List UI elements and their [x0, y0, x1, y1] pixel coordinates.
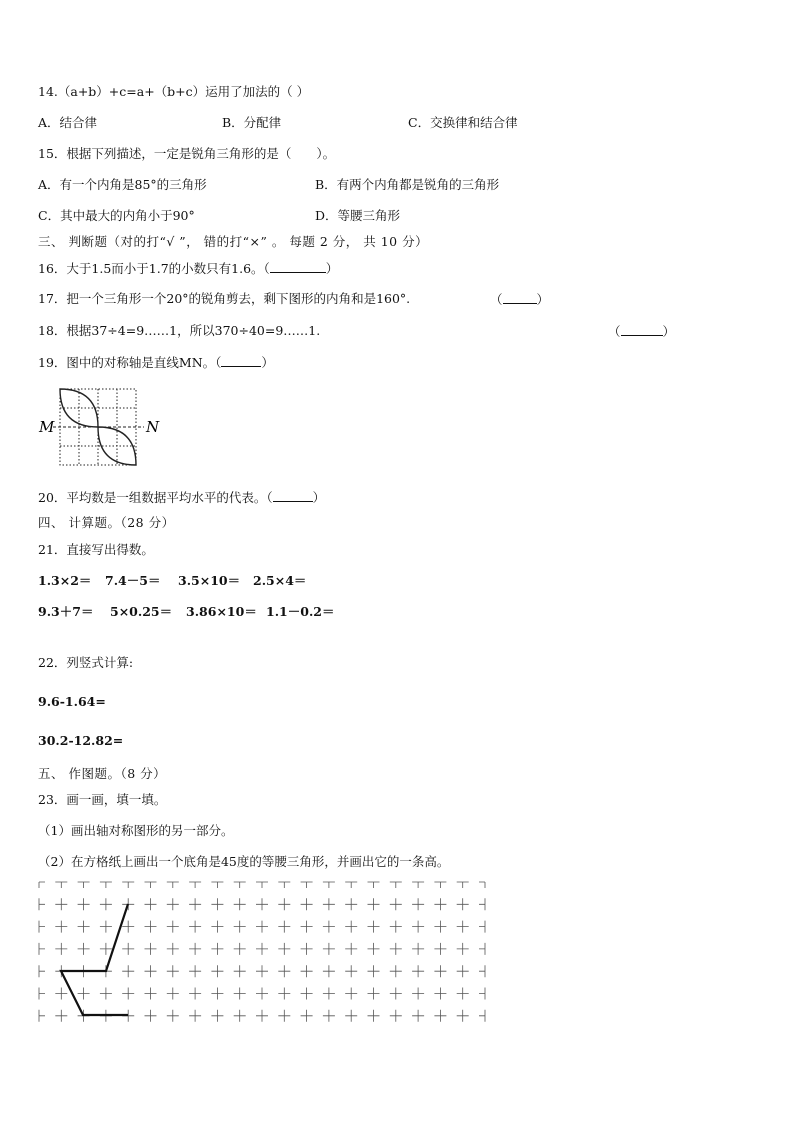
q18-text: 18．根据37÷4=9……1，所以370÷40=9……1. [38, 323, 321, 338]
q21-item-2: 7.4－5＝ [105, 573, 161, 588]
q22-text: 22．列竖式计算: [38, 655, 134, 670]
q17-text: 17．把一个三角形一个20°的锐角剪去，剩下图形的内角和是160°. [38, 291, 411, 306]
q23-half-figure [61, 904, 128, 1015]
q21-text: 21．直接写出得数。 [38, 542, 154, 557]
q23-part-1: （1）画出轴对称图形的另一部分。 [38, 823, 234, 838]
q18-open-paren: （ [608, 324, 621, 339]
q14-text: 14.（a+b）+c=a+（b+c）运用了加法的（ ） [38, 84, 310, 99]
q16-close-paren: ） [325, 261, 339, 276]
q14-option-a: A．结合律 [38, 115, 98, 130]
q20-close-paren: ） [312, 490, 326, 505]
q22-item-2: 30.2-12.82= [38, 733, 124, 748]
grid-cross-marks [39, 882, 485, 1022]
q19-close-paren: ） [261, 355, 274, 370]
q14-option-c: C．交换律和结合律 [408, 115, 518, 130]
q23-part-2: （2）在方格纸上画出一个底角是45度的等腰三角形，并画出它的一条高。 [38, 854, 450, 869]
q21-item-8: 1.1－0.2＝ [266, 604, 335, 619]
q15-option-b: B．有两个内角都是锐角的三角形 [315, 177, 500, 192]
q18-close-paren: ） [662, 324, 676, 339]
q23-grid-crosses [39, 882, 485, 1022]
section-5-heading: 五、 作图题。（8 分） [38, 766, 167, 781]
q15-option-d: D．等腰三角形 [315, 208, 401, 223]
q15-text: 15．根据下列描述，一定是锐角三角形的是（ ）。 [38, 146, 336, 161]
q21-item-5: 9.3＋7＝ [38, 604, 94, 619]
q17-open-paren: （ [490, 292, 503, 307]
q15-option-c: C．其中最大的内角小于90° [38, 208, 195, 223]
q23-text: 23．画一画，填一填。 [38, 792, 167, 807]
q21-item-7: 3.86×10＝ [186, 604, 257, 619]
q21-item-4: 2.5×4＝ [253, 573, 307, 588]
q19-label-m: M [39, 418, 55, 436]
q21-item-3: 3.5×10＝ [178, 573, 241, 588]
section-4-heading: 四、 计算题。（28 分） [38, 515, 175, 530]
q20-text: 20．平均数是一组数据平均水平的代表。（ [38, 490, 273, 505]
q21-item-6: 5×0.25＝ [110, 604, 173, 619]
section-3-heading: 三、 判断题（对的打“√ ”， 错的打“×” 。 每题 2 分， 共 10 分） [38, 234, 429, 249]
q19-text: 19．图中的对称轴是直线MN。（ [38, 355, 222, 370]
q19-label-n: N [146, 418, 160, 436]
q14-option-b: B．分配律 [222, 115, 282, 130]
q15-option-a: A．有一个内角是85°的三角形 [38, 177, 207, 192]
q21-item-1: 1.3×2＝ [38, 573, 92, 588]
q22-item-1: 9.6-1.64= [38, 694, 106, 709]
q17-close-paren: ） [536, 292, 550, 307]
q16-text: 16．大于1.5而小于1.7的小数只有1.6。（ [38, 261, 270, 276]
